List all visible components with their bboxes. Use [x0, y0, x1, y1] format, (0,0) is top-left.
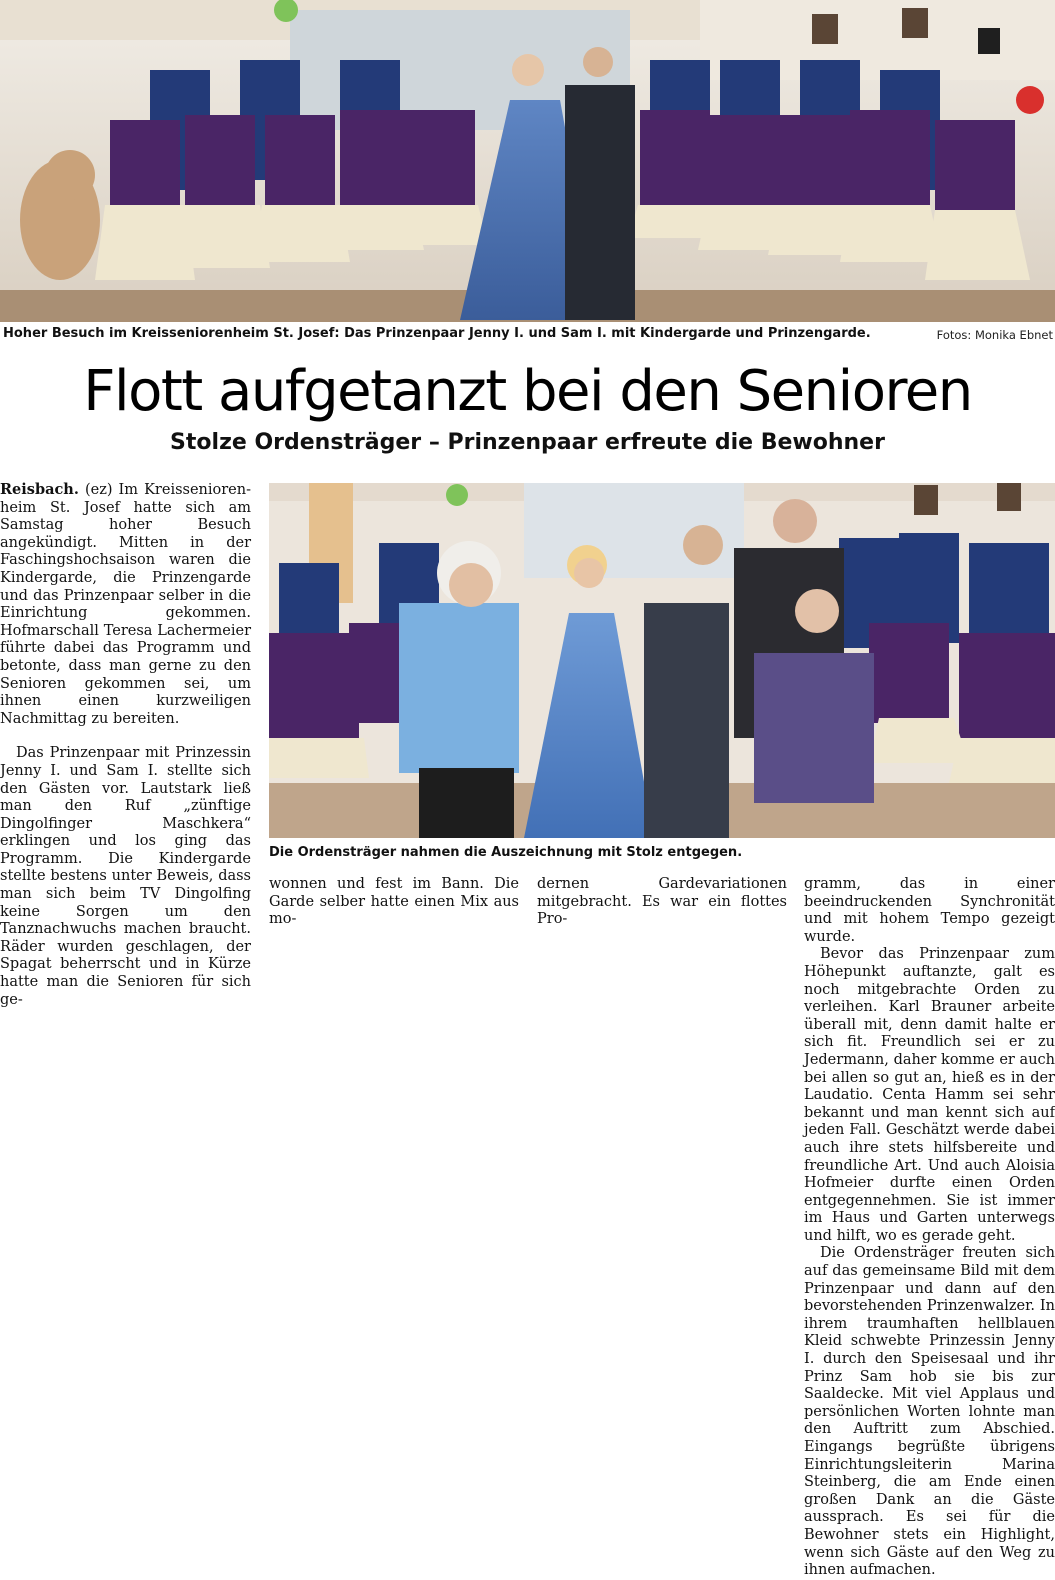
- dateline: Reisbach.: [0, 481, 79, 498]
- top-group-photo: [0, 0, 1055, 322]
- inline-photo-caption: Die Ordensträger nahmen die Auszeichnung mit Stolz entgegen.: [269, 845, 743, 860]
- article-paragraph: Das Prinzenpaar mit Prinzessin Jenny I. und Sam I. stellte sich den Gästen vor. Lautstark ließ man den Ruf „zünftige Dingolfinger Maschkera“ erklingen und los ging das Programm. Die Kindergarde stellte bestens unter Beweis, dass man sich beim TV Dingolfing keine Sorgen um den Tanznachwuchs machen braucht. Räder wurden geschlagen, der Spagat beherrscht und in Kürze hatte man die Senioren für sich ge-: [0, 745, 251, 1008]
- subheadline: Stolze Ordensträger – Prinzenpaar erfreute die Bewohner: [170, 430, 885, 455]
- article-paragraph: [0, 481, 251, 728]
- photo-credit: Fotos: Monika Ebnet: [936, 328, 1053, 342]
- article-column-2: [269, 876, 519, 929]
- article-column-4: [804, 876, 1055, 1580]
- headline: Flott aufgetanzt bei den Senioren: [83, 359, 972, 424]
- article-column-1: [0, 481, 251, 1009]
- top-photo-caption: Hoher Besuch im Kreisseniorenheim St. Josef: Das Prinzenpaar Jenny I. und Sam I. mit Kindergarde und Prinzengarde.: [3, 326, 871, 341]
- article-paragraph: Bevor das Prinzenpaar zum Höhepunkt auftanzte, galt es noch mitgebrachte Orden zu verleihen. Karl Brauner arbeite überall mit, denn damit halte er sich fit. Freundlich sei er zu Jedermann, daher komme er auch bei allen so gut an, hieß es in der Laudatio. Centa Hamm sei sehr bekannt und man kennt sich auf jeden Fall. Geschätzt werde dabei auch ihre stets hilfsbereite und freundliche Art. Und auch Aloisia Hofmeier durfte einen Orden entgegennehmen. Sie ist immer im Haus und Garten unterwegs und hilft, wo es gerade geht.: [804, 946, 1055, 1244]
- article-column-3: [537, 876, 787, 929]
- paragraph-text: (ez) Im Kreisseniorenheim St. Josef hatte sich am Samstag hoher Besuch angekündigt. Mitten in der Faschingshochsaison waren die Kindergarde, die Prinzengarde und das Prinzenpaar selber in die Einrichtung gekommen. Hofmarschall Teresa Lachermeier führte dabei das Programm und betonte, dass man gerne zu den Senioren gekommen sei, um ihnen einen kurzweiligen Nachmittag zu bereiten.: [0, 482, 252, 727]
- article-paragraph: Die Ordensträger freuten sich auf das gemeinsame Bild mit dem Prinzenpaar und dann auf den bevorstehenden Prinzenwalzer. In ihrem traumhaften hellblauen Kleid schwebte Prinzessin Jenny I. durch den Speisesaal und ihr Prinz Sam hob sie bis zur Saaldecke. Mit viel Applaus und persönlichen Worten lohnte man den Auftritt zum Abschied. Eingangs begrüßte übrigens Einrichtungsleiterin Marina Steinberg, die am Ende einen großen Dank an die Gäste aussprach. Es sei für die Bewohner stets ein Highlight, wenn sich Gäste auf den Weg zu ihnen aufmachen.: [804, 1245, 1055, 1579]
- inline-group-photo: [269, 483, 1055, 838]
- article-paragraph: gramm, das in einer beeindruckenden Synchronität und mit hohem Tempo gezeigt wurde.: [804, 876, 1055, 945]
- article-paragraph: dernen Gardevariationen mitgebracht. Es war ein flottes Pro-: [537, 876, 787, 928]
- article-paragraph: wonnen und fest im Bann. Die Garde selber hatte einen Mix aus mo-: [269, 876, 519, 928]
